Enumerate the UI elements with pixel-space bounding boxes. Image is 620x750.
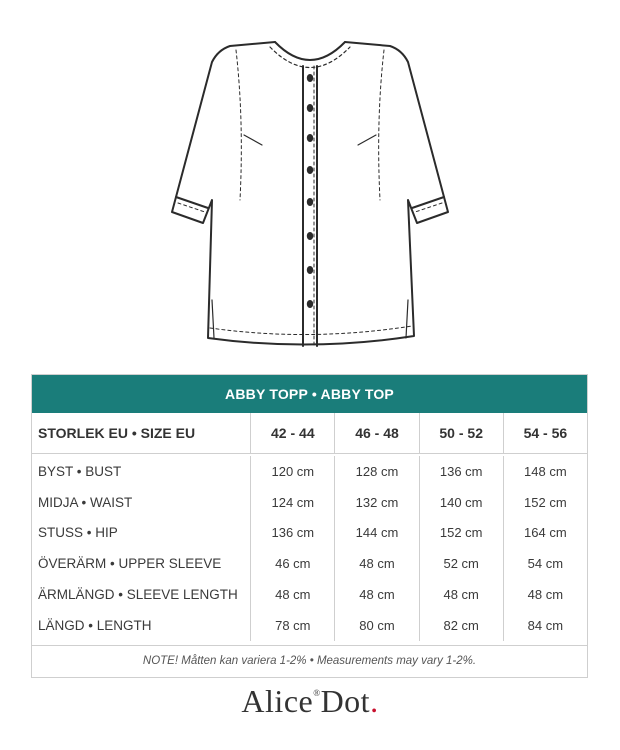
measurement-note: NOTE! Måtten kan variera 1-2% • Measurements may vary 1-2%. [32,645,587,677]
size-column-header: 42 - 44 [250,413,334,453]
table-cell: 80 cm [334,610,418,641]
table-cell: 48 cm [334,548,418,579]
registered-mark: ® [313,688,321,698]
table-cell: 148 cm [503,456,587,487]
table-cell: 164 cm [503,518,587,549]
row-label: MIDJA • WAIST [38,494,133,510]
table-cell: 48 cm [250,579,334,610]
table-cell: 48 cm [503,579,587,610]
table-cell: 144 cm [334,518,418,549]
table-row [32,518,587,549]
brand-name-first: Alice [241,683,314,719]
table-cell: 82 cm [419,610,503,641]
table-cell: 120 cm [250,456,334,487]
table-cell: 78 cm [250,610,334,641]
size-header-label: STORLEK EU • SIZE EU [38,425,196,441]
table-cell: 84 cm [503,610,587,641]
row-label: LÄNGD • LENGTH [38,617,152,633]
row-label: ÖVERÄRM • UPPER SLEEVE [38,556,222,572]
size-column-header: 54 - 56 [503,413,587,453]
table-cell: 46 cm [250,548,334,579]
table-row [32,610,587,641]
row-label: STUSS • HIP [38,525,118,541]
table-header-row [32,413,587,454]
table-row [32,548,587,579]
table-cell: 48 cm [419,579,503,610]
table-cell: 140 cm [419,487,503,518]
brand-logo [0,683,620,720]
table-title: ABBY TOPP • ABBY TOP [32,375,587,413]
table-cell: 152 cm [419,518,503,549]
shirt-drawing-icon [0,0,620,362]
table-cell: 54 cm [503,548,587,579]
size-column-header: 46 - 48 [334,413,418,453]
table-cell: 132 cm [334,487,418,518]
brand-name-second: Dot [320,683,371,719]
table-row [32,579,587,610]
table-row [32,456,587,487]
table-cell: 136 cm [419,456,503,487]
table-cell: 124 cm [250,487,334,518]
size-chart-table [31,374,588,678]
table-cell: 128 cm [334,456,418,487]
garment-sketch [0,0,620,362]
table-cell: 152 cm [503,487,587,518]
brand-dot: . [370,683,379,719]
table-cell: 136 cm [250,518,334,549]
row-label: BYST • BUST [38,463,122,479]
row-label: ÄRMLÄNGD • SLEEVE LENGTH [38,587,238,603]
size-column-header: 50 - 52 [419,413,503,453]
table-cell: 52 cm [419,548,503,579]
table-cell: 48 cm [334,579,418,610]
table-row [32,487,587,518]
